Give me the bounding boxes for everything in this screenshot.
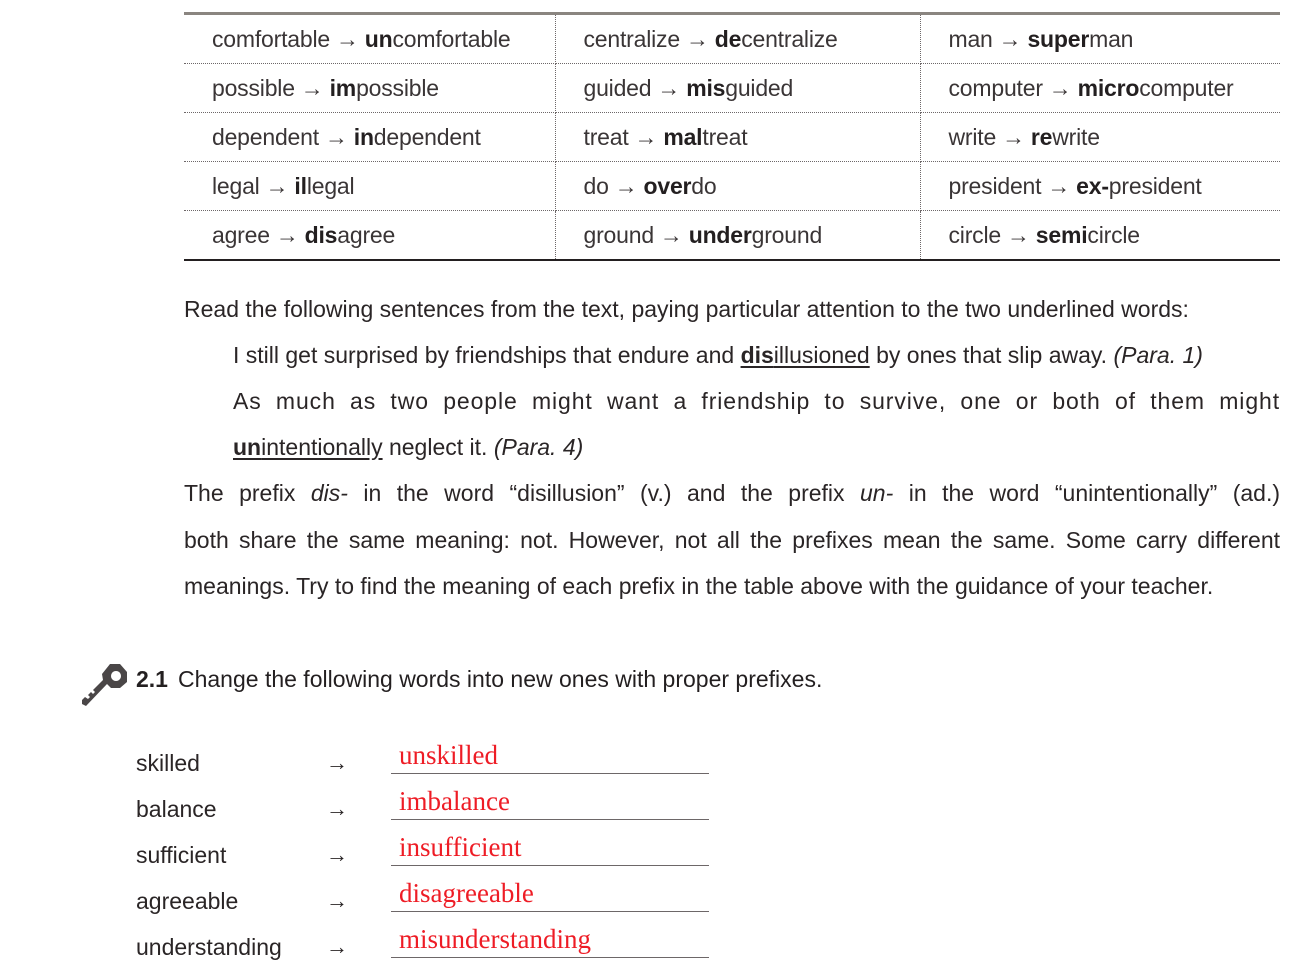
exercise-item xyxy=(136,784,716,830)
arrow-icon: → xyxy=(1048,74,1072,101)
arrow-icon: → xyxy=(614,172,638,199)
arrow-icon: → xyxy=(685,25,709,52)
quote-para-4-line2: unintentionally neglect it. (Para. 4) xyxy=(233,434,584,460)
explanation-line1: The prefix dis- in the word “disillusion” (v.) and the prefix un- in the word “unintentionally” (ad.) xyxy=(184,480,1280,506)
arrow-icon: → xyxy=(998,25,1022,52)
table-cell: treat → maltreat xyxy=(555,113,920,162)
exercise-word: understanding xyxy=(136,934,282,960)
table-row xyxy=(184,64,1280,113)
arrow-icon: → xyxy=(326,796,348,821)
arrow-icon: → xyxy=(659,221,683,248)
arrow-icon: → xyxy=(326,888,348,913)
table-row xyxy=(184,113,1280,162)
exercise-word: sufficient xyxy=(136,842,227,868)
arrow-icon: → xyxy=(1047,172,1071,199)
table-cell: dependent → independent xyxy=(184,113,555,162)
table-cell: comfortable → uncomfortable xyxy=(184,14,555,64)
exercise-item xyxy=(136,922,716,968)
arrow-icon: → xyxy=(326,750,348,775)
arrow-icon: → xyxy=(634,123,658,150)
exercise-item xyxy=(136,830,716,876)
arrow-icon: → xyxy=(335,25,359,52)
table-cell: ground → underground xyxy=(555,211,920,261)
arrow-icon: → xyxy=(324,123,348,150)
arrow-icon: → xyxy=(657,74,681,101)
prefix-table xyxy=(184,12,1280,261)
answer-field[interactable]: misunderstanding xyxy=(391,922,709,958)
exercise-title: 2.1 Change the following words into new ones with proper prefixes. xyxy=(136,666,823,692)
key-icon xyxy=(80,662,128,708)
arrow-icon: → xyxy=(326,934,348,959)
reading-intro: Read the following sentences from the text, paying particular attention to the two underlined words: xyxy=(184,296,1189,322)
arrow-icon: → xyxy=(300,74,324,101)
exercise-item xyxy=(136,738,716,784)
explanation-line2: both share the same meaning: not. However, not all the prefixes mean the same. Some carry different xyxy=(184,527,1280,553)
table-cell: write → rewrite xyxy=(920,113,1280,162)
table-cell: do → overdo xyxy=(555,162,920,211)
explanation-line3: meanings. Try to find the meaning of each prefix in the table above with the guidance of your teacher. xyxy=(184,573,1214,599)
table-row xyxy=(184,211,1280,261)
table-row xyxy=(184,14,1280,64)
arrow-icon: → xyxy=(1006,221,1030,248)
arrow-icon: → xyxy=(326,842,348,867)
answer-field[interactable]: unskilled xyxy=(391,738,709,774)
table-cell: agree → disagree xyxy=(184,211,555,261)
table-cell: legal → illegal xyxy=(184,162,555,211)
table-row xyxy=(184,162,1280,211)
arrow-icon: → xyxy=(1002,123,1025,150)
arrow-icon: → xyxy=(275,221,299,248)
table-cell: possible → impossible xyxy=(184,64,555,113)
table-cell: man → superman xyxy=(920,14,1280,64)
answer-field[interactable]: insufficient xyxy=(391,830,709,866)
exercise-word: agreeable xyxy=(136,888,239,914)
exercise-word: skilled xyxy=(136,750,200,776)
arrow-icon: → xyxy=(265,172,289,199)
table-cell: centralize → decentralize xyxy=(555,14,920,64)
table-cell: circle → semicircle xyxy=(948,221,1140,248)
answer-field[interactable]: disagreeable xyxy=(391,876,709,912)
quote-para-1: I still get surprised by friendships that endure and disillusioned by ones that slip away. (Para. 1) xyxy=(233,342,1203,368)
answer-field[interactable]: imbalance xyxy=(391,784,709,820)
table-cell: president → ex-president xyxy=(920,162,1280,211)
quote-para-4-line1: As much as two people might want a friendship to survive, one or both of them might xyxy=(233,388,1280,414)
exercise-word: balance xyxy=(136,796,217,822)
table-cell: guided → misguided xyxy=(555,64,920,113)
table-cell: computer → microcomputer xyxy=(920,64,1280,113)
exercise-item xyxy=(136,876,716,922)
